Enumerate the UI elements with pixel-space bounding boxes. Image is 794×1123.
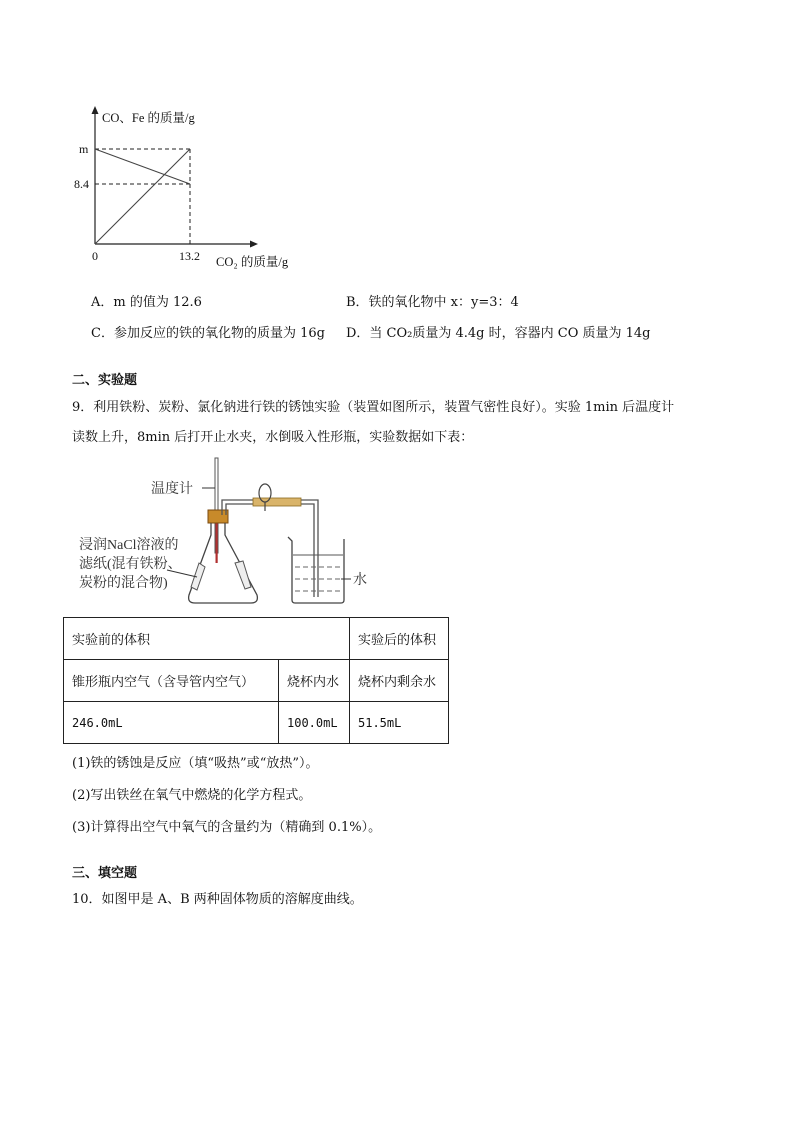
sub-header-beaker: 烧杯内水 — [279, 660, 350, 702]
sub-header-flask: 锥形瓶内空气（含导管内空气） — [64, 660, 279, 702]
x-axis-arrow — [250, 241, 258, 248]
co-series-line — [95, 149, 190, 184]
x-axis-label: CO₂ 的质量/g — [216, 255, 289, 269]
q9-part-1: (1)铁的锈蚀是反应（填“吸热”或“放热”）。 — [72, 756, 319, 771]
filter-leader — [167, 570, 197, 577]
x-tick-origin: 0 — [92, 249, 98, 263]
q9-stem-line-1: 9．利用铁粉、炭粉、氯化钠进行铁的锈蚀实验（装置如图所示，装置气密性良好）。实验 1min 后温度计 — [72, 400, 675, 415]
thermometer-liquid — [216, 517, 218, 563]
thermometer-label: 温度计 — [151, 482, 193, 497]
y-tick-m: m — [79, 142, 89, 156]
x-tick-13-2: 13.2 — [179, 249, 200, 263]
header-before: 实验前的体积 — [64, 618, 350, 660]
beaker — [288, 537, 344, 603]
option-b: B．铁的氧化物中 x：y=3：4 — [346, 295, 519, 310]
stopper — [208, 510, 228, 523]
filter-label-line-3: 炭粉的混合物) — [79, 576, 168, 591]
q10-stem: 10．如图甲是 A、B 两种固体物质的溶解度曲线。 — [72, 892, 363, 907]
filter-label-line-1: 浸润NaCl溶液的 — [79, 538, 179, 553]
y-axis-label: CO、Fe 的质量/g — [102, 111, 195, 125]
section-2-title: 二、实验题 — [72, 373, 138, 388]
option-a: A．m 的值为 12.6 — [91, 295, 202, 310]
section-3-title: 三、填空题 — [72, 866, 138, 881]
table-row — [64, 660, 449, 702]
table-row — [64, 702, 449, 744]
fe-series-line — [95, 149, 190, 244]
table-row — [64, 618, 449, 660]
apparatus-diagram — [75, 455, 385, 610]
value-beaker: 100.0mL — [279, 702, 350, 744]
q9-stem-line-2: 读数上升，8min 后打开止水夹，水倒吸入性形瓶，实验数据如下表： — [72, 430, 474, 445]
value-remaining: 51.5mL — [350, 702, 449, 744]
option-d: D．当 CO₂质量为 4.4g 时，容器内 CO 质量为 14g — [346, 326, 651, 341]
co-fe-mass-graph — [70, 100, 320, 275]
delivery-tube — [222, 500, 318, 597]
sub-header-remaining: 烧杯内剩余水 — [350, 660, 449, 702]
water-label: 水 — [353, 573, 367, 588]
q9-part-2: (2)写出铁丝在氧气中燃烧的化学方程式。 — [72, 788, 312, 803]
header-after: 实验后的体积 — [350, 618, 449, 660]
delivery-tube-inner — [226, 504, 314, 597]
q9-part-3: (3)计算得出空气中氧气的含量约为（精确到 0.1%）。 — [72, 820, 382, 835]
filter-paper-right — [235, 561, 251, 589]
y-tick-8-4: 8.4 — [74, 177, 89, 191]
filter-label-line-2: 滤纸(混有铁粉、 — [79, 557, 182, 572]
experiment-data-table — [63, 617, 449, 744]
y-axis-arrow — [92, 106, 99, 114]
value-flask: 246.0mL — [64, 702, 279, 744]
option-c: C．参加反应的铁的氧化物的质量为 16g — [91, 326, 325, 341]
